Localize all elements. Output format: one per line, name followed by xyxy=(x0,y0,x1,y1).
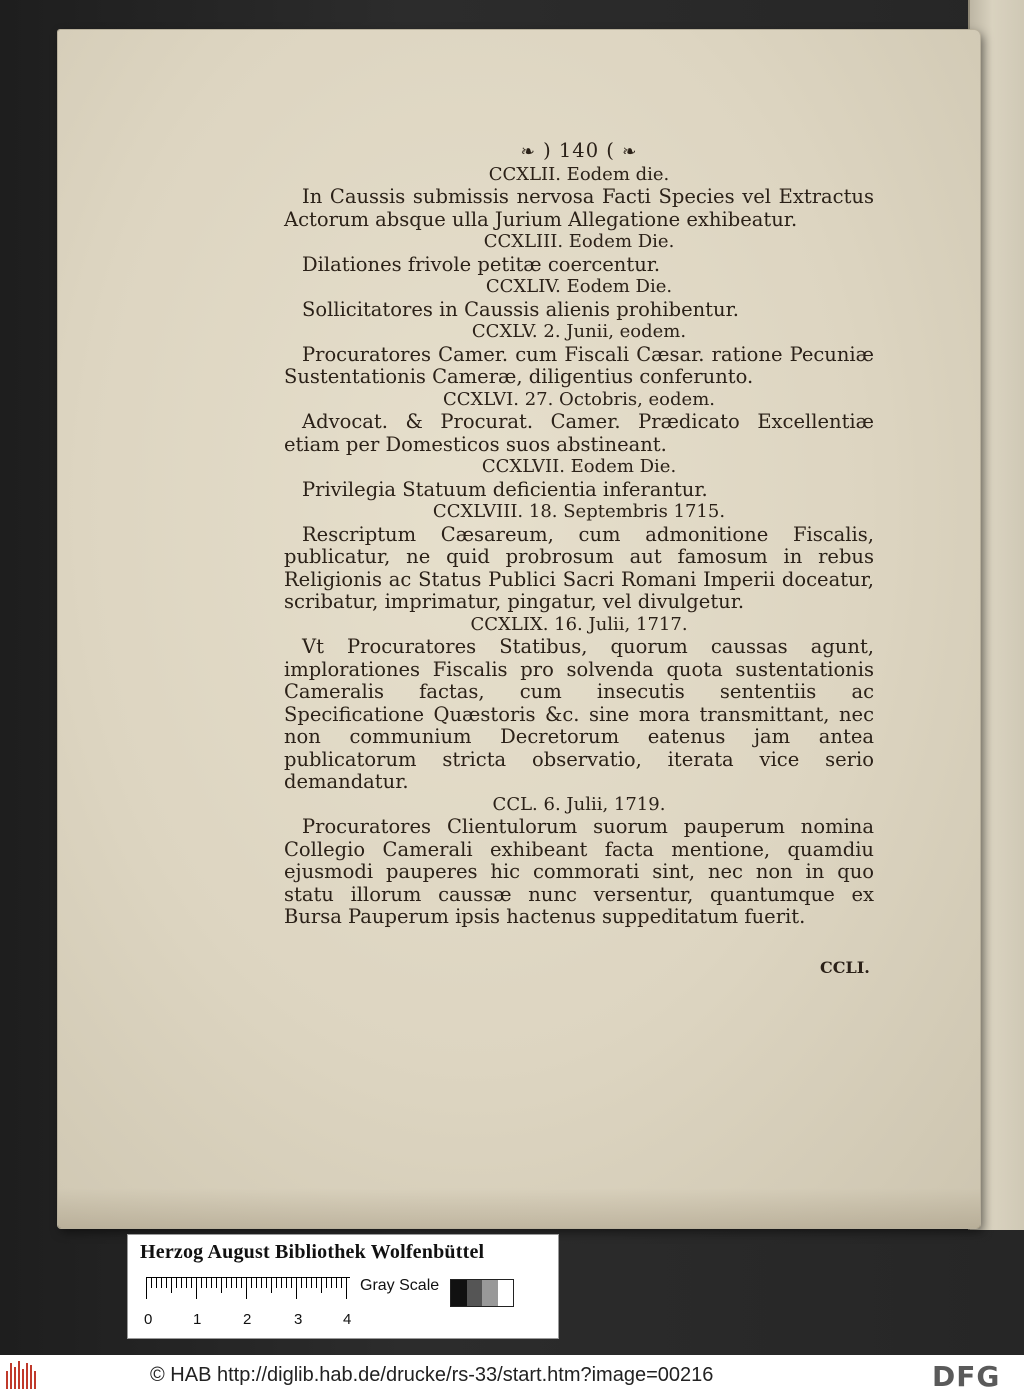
ruler-tick xyxy=(336,1277,337,1288)
ruler-tick xyxy=(256,1277,257,1288)
ruler-tick xyxy=(301,1277,302,1288)
ruler-tick xyxy=(341,1277,342,1288)
ruler-tick xyxy=(166,1277,167,1288)
ruler-tick xyxy=(291,1277,292,1288)
ruler-tick xyxy=(241,1277,242,1288)
entry-text: Privilegia Statuum deficientia inferantur. xyxy=(302,477,708,501)
gray-swatch xyxy=(482,1280,498,1306)
entry-text: In Caussis submissis nervosa Facti Species vel Extractus Actorum absque ulla Jurium Allegatione exhibeatur. xyxy=(284,185,874,231)
dfg-logo: DFG xyxy=(932,1360,1001,1393)
catchword: CCLI. xyxy=(820,958,870,977)
ruler-tick xyxy=(251,1277,252,1288)
ruler-tick xyxy=(236,1277,237,1288)
ruler-number: 0 xyxy=(144,1311,153,1328)
ruler-tick xyxy=(176,1277,177,1288)
entry-heading: CCXLV. 2. Junii, eodem. xyxy=(471,321,687,342)
entry-heading: CCXLVIII. 18. Septembris 1715. xyxy=(432,501,726,522)
ruler-tick xyxy=(181,1277,182,1288)
ruler-tick xyxy=(221,1277,222,1293)
ruler-number: 4 xyxy=(343,1311,352,1328)
scale-ruler xyxy=(146,1277,356,1307)
ruler-tick xyxy=(146,1277,147,1299)
entry-heading: CCXLIV. Eodem Die. xyxy=(485,276,673,297)
ruler-number: 1 xyxy=(193,1311,202,1328)
entry-heading: CCXLVII. Eodem Die. xyxy=(481,456,677,477)
ruler-tick xyxy=(211,1277,212,1288)
hab-logo-icon xyxy=(6,1361,40,1389)
ruler-tick xyxy=(206,1277,207,1288)
ruler-tick xyxy=(296,1277,297,1299)
page-text xyxy=(284,140,874,929)
gray-swatch xyxy=(451,1280,467,1306)
entry-heading: CCXLIII. Eodem Die. xyxy=(483,231,675,252)
gray-scale-label: Gray Scale xyxy=(360,1277,440,1294)
entry-text: Vt Procuratores Statibus, quorum caussas agunt, implorationes Fiscalis pro solvenda quota sustentationis Cameralis factas, cum insecutis sententiis ac Specificatione Quæstoris &c. sine mora transmittant, nec non communium Decretorum eatenus jam antea publicatorum stricta observatio, iterata vice serio demandatur. xyxy=(284,635,874,793)
ruler-tick xyxy=(261,1277,262,1288)
ruler-tick xyxy=(191,1277,192,1288)
gray-scale-swatches xyxy=(450,1279,514,1307)
ruler-tick xyxy=(151,1277,152,1288)
library-name: Herzog August Bibliothek Wolfenbüttel xyxy=(140,1241,485,1263)
ruler-tick xyxy=(281,1277,282,1288)
ruler-tick xyxy=(331,1277,332,1288)
ornament-left-icon: ❧ xyxy=(520,142,536,162)
ruler-number: 3 xyxy=(294,1311,303,1328)
ruler-tick xyxy=(271,1277,272,1293)
ruler-tick xyxy=(226,1277,227,1288)
ruler-tick xyxy=(171,1277,172,1293)
ruler-number: 2 xyxy=(243,1311,252,1328)
entry-text: Rescriptum Cæsareum, cum admonitione Fiscalis, publicatur, ne quid probrosum aut famosum in rebus Religionis ac Status Publici Sacri Romani Imperii doceatur, scribatur, imprimatur, pingatur, vel divulgetur. xyxy=(284,522,874,613)
ruler-tick xyxy=(326,1277,327,1288)
ruler-tick xyxy=(156,1277,157,1288)
ruler-tick xyxy=(276,1277,277,1288)
ruler-tick xyxy=(201,1277,202,1288)
footer-bar xyxy=(0,1355,1024,1396)
ruler-tick xyxy=(246,1277,247,1299)
ruler-tick xyxy=(216,1277,217,1288)
ruler-tick xyxy=(321,1277,322,1293)
ruler-tick xyxy=(196,1277,197,1299)
entry-text: Dilationes frivole petitæ coercentur. xyxy=(302,252,661,276)
ornament-right-icon: ❧ xyxy=(622,142,638,162)
page-number: ) 140 ( xyxy=(543,139,615,162)
gray-swatch xyxy=(498,1280,514,1306)
entry-text: Procuratores Camer. cum Fiscali Cæsar. ratione Pecuniæ Sustentationis Cameræ, diligentius conferunto. xyxy=(284,342,874,388)
entry-text: Sollicitatores in Caussis alienis prohibentur. xyxy=(302,297,739,321)
ruler-tick xyxy=(306,1277,307,1288)
entry-text: Procuratores Clientulorum suorum pauperum nomina Collegio Camerali exhibeant facta mentione, quamdiu ejusmodi pauperes hic commorati sint, nec non in quo statu illorum caussæ nunc versentur, quantumque ex Bursa Pauperum ipsis hactenus suppeditatum fuerit. xyxy=(284,815,874,928)
ruler-tick xyxy=(186,1277,187,1288)
ruler-tick xyxy=(346,1277,347,1299)
entry-heading: CCXLIX. 16. Julii, 1717. xyxy=(470,613,688,635)
entry-text: Advocat. & Procurat. Camer. Prædicato Excellentiæ etiam per Domesticos suos abstineant. xyxy=(284,410,874,456)
ruler-tick xyxy=(266,1277,267,1288)
footer-credit-link[interactable]: © HAB http://diglib.hab.de/drucke/rs-33/start.htm?image=00216 xyxy=(150,1364,714,1386)
ruler-tick xyxy=(311,1277,312,1288)
entries-list xyxy=(284,164,874,929)
page-header xyxy=(284,140,874,164)
entry-heading: CCXLVI. 27. Octobris, eodem. xyxy=(442,388,715,410)
ruler-tick xyxy=(316,1277,317,1288)
entry-heading: CCL. 6. Julii, 1719. xyxy=(492,793,666,815)
ruler-tick xyxy=(231,1277,232,1288)
ruler-tick xyxy=(161,1277,162,1288)
ruler-tick xyxy=(286,1277,287,1288)
entry-heading: CCXLII. Eodem die. xyxy=(488,163,670,185)
gray-swatch xyxy=(467,1280,483,1306)
library-label-card xyxy=(127,1234,559,1339)
